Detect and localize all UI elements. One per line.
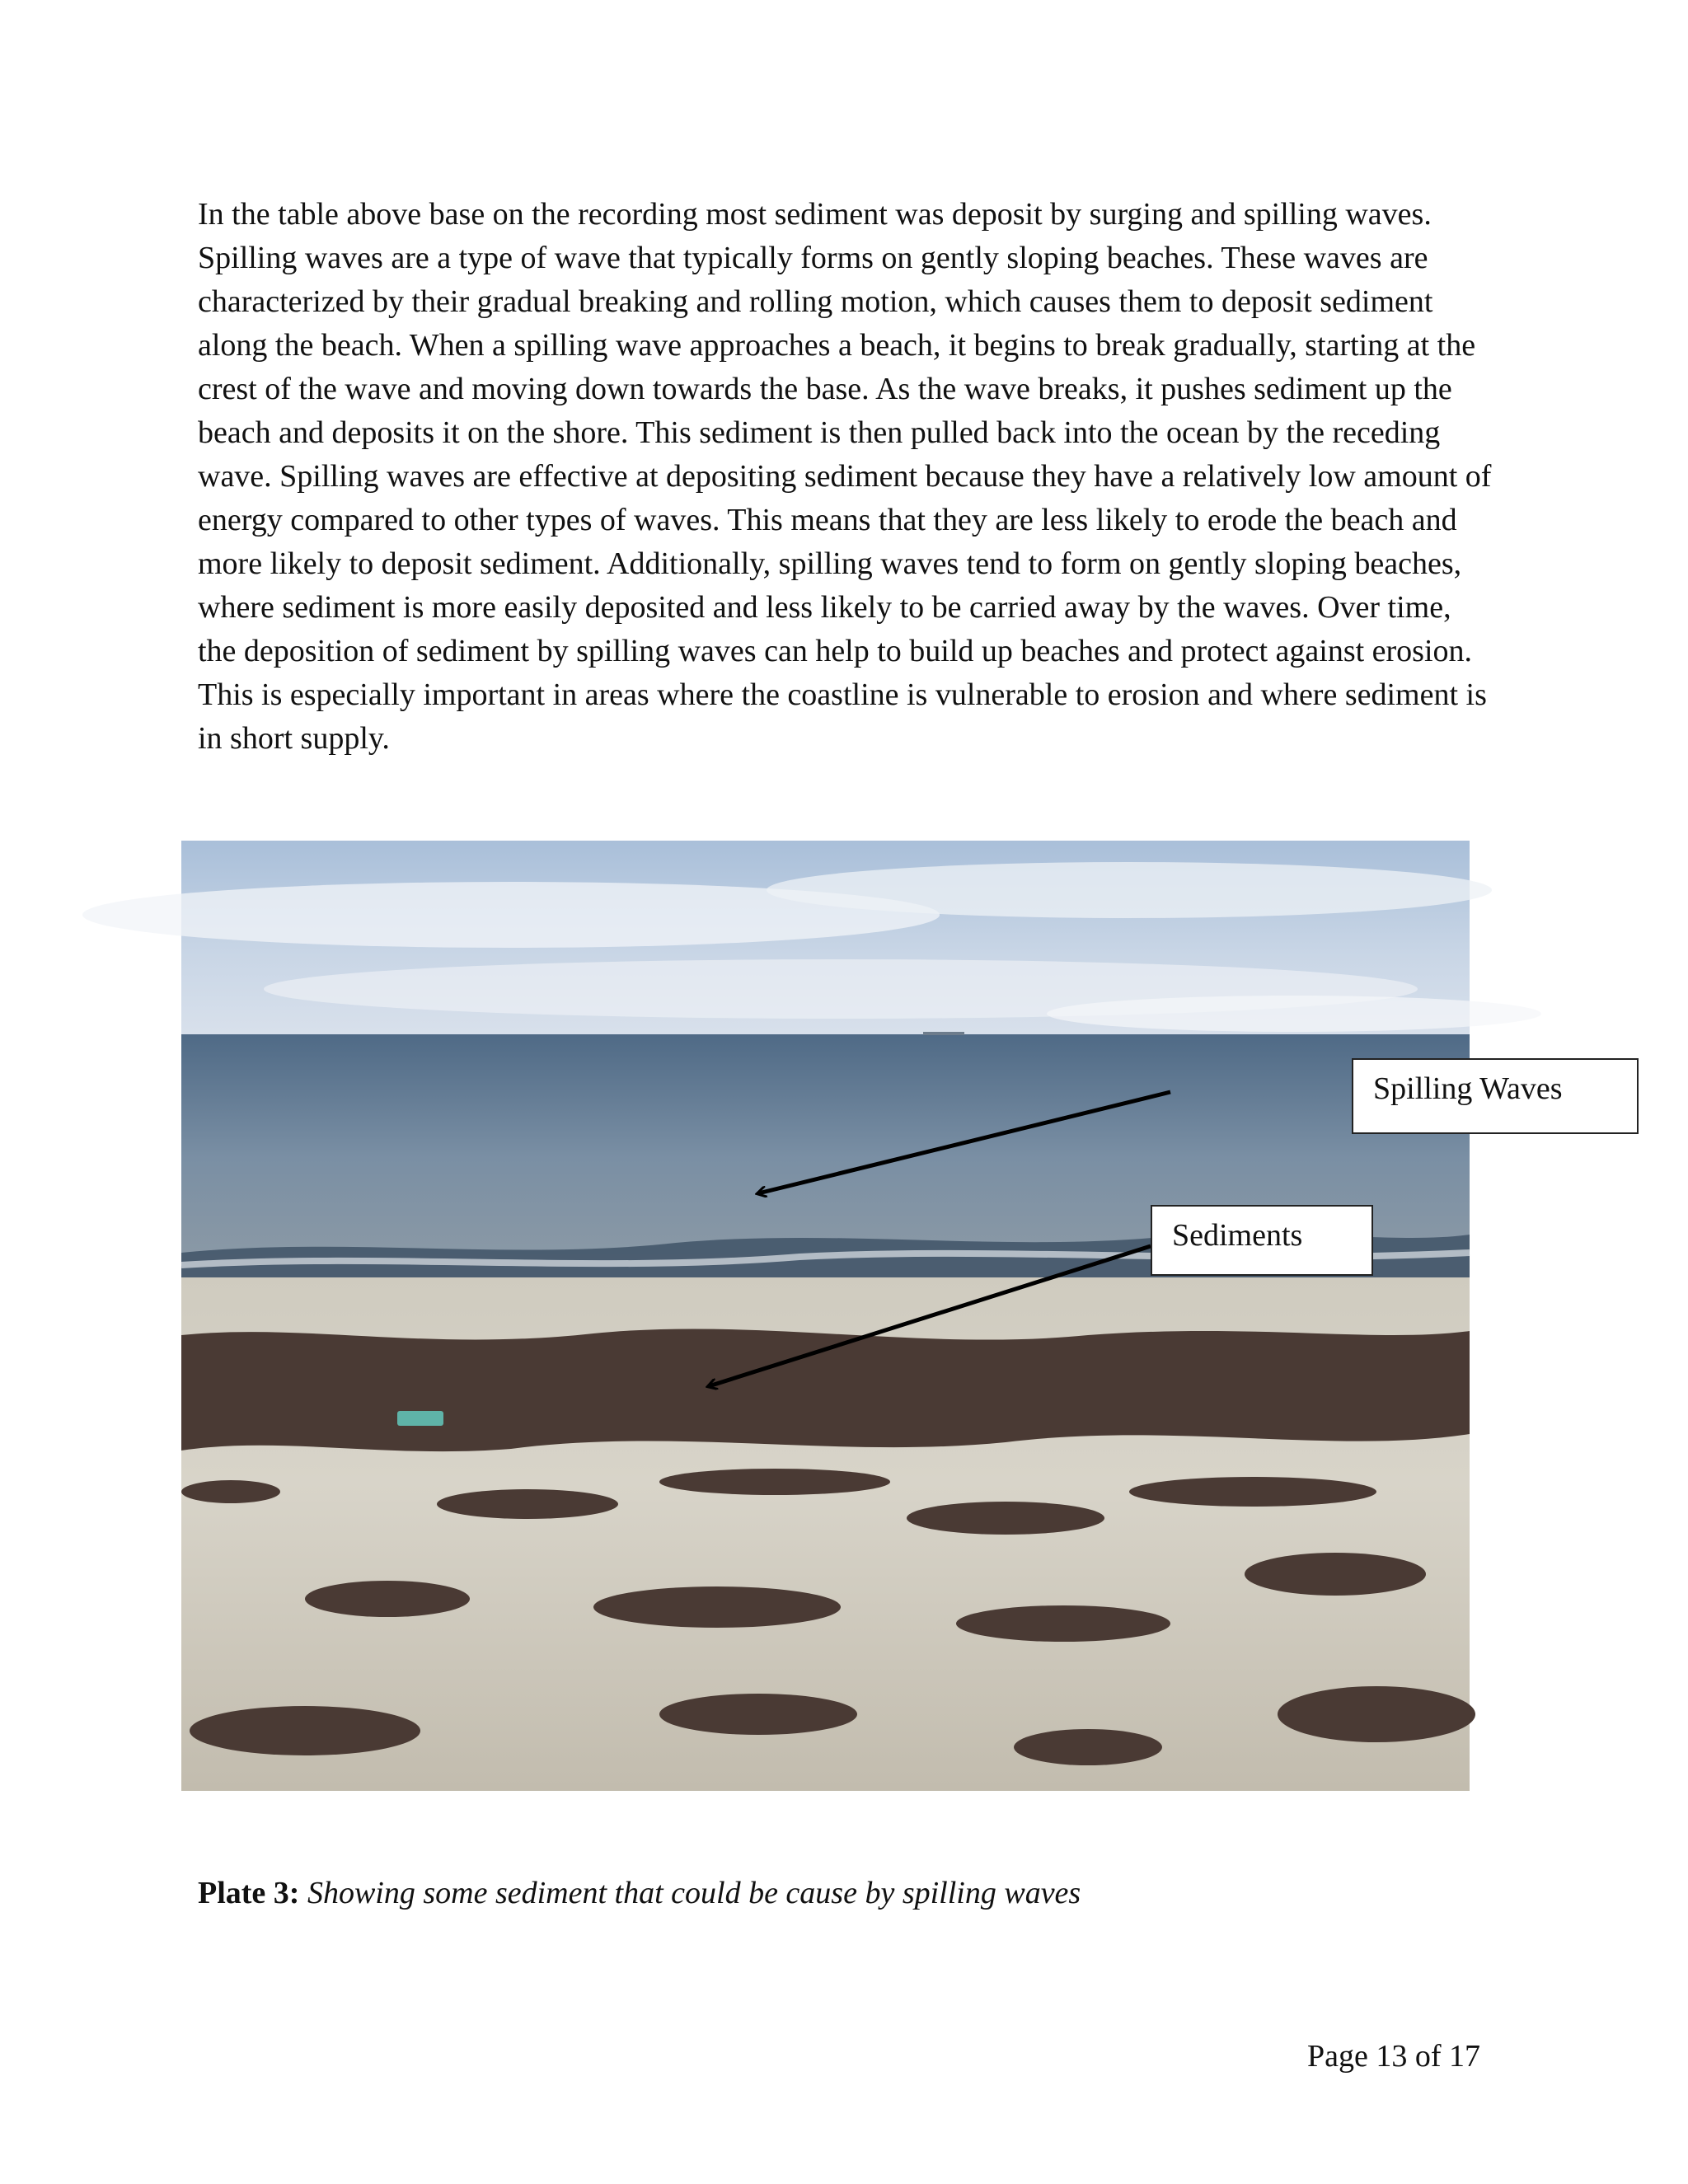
page-number: Page 13 of 17 xyxy=(1306,2039,1480,2074)
beach-photo xyxy=(181,841,1563,1791)
beach-photo-illustration xyxy=(181,841,1470,1791)
figure-caption xyxy=(198,1872,1081,1914)
spilling-waves-label: Spilling Waves xyxy=(1352,1058,1639,1134)
litter-bottle xyxy=(397,1411,443,1426)
distant-ship xyxy=(923,1032,964,1035)
sediments-label: Sediments xyxy=(1151,1205,1373,1276)
cloud xyxy=(767,862,1492,918)
body-paragraph: In the table above base on the recording most sediment was deposit by surging and spilling waves. Spilling waves are a type of wave that typically forms on gently sloping beaches. These waves are characterized by their gradual breaking and rolling motion, which causes them to deposit sediment along the beach. When a spilling wave approaches a beach, it begins to break gradually, starting at the crest of the wave and moving down towards the base. As the wave breaks, it pushes sediment up the beach and deposits it on the shore. This sediment is then pulled back into the ocean by the receding wave. Spilling waves are effective at depositing sediment because they have a relatively low amount of energy compared to other types of waves. This means that they are less likely to erode the beach and more likely to deposit sediment. Additionally, spilling waves tend to form on gently sloping beaches, where sediment is more easily deposited and less likely to be carried away by the waves. Over time, the deposition of sediment by spilling waves can help to build up beaches and protect against erosion. This is especially important in areas where the coastline is vulnerable to erosion and where sediment is in short supply. xyxy=(198,197,1492,756)
caption-text: Showing some sediment that could be cause by spilling waves xyxy=(307,1876,1081,1910)
cloud xyxy=(1047,996,1541,1032)
caption-label: Plate 3: xyxy=(198,1876,300,1910)
